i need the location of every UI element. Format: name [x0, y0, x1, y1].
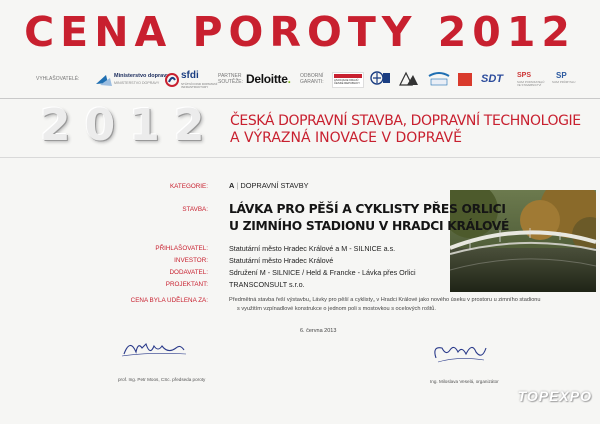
- organizers-label: VYHLAŠOVATELÉ:: [36, 76, 80, 82]
- asociace-logo-text: ASOCIACE KRAJŮ ČESKÉ REPUBLIKY: [334, 78, 360, 85]
- logo-row: [0, 70, 600, 92]
- logo-divider: [0, 98, 600, 99]
- kategorie-value: [229, 181, 309, 190]
- sfdi-sublabel: STÁTNÍ FOND DOPRAVNÍ INFRASTRUKTURY: [181, 82, 218, 90]
- kategorie-letter: A: [229, 181, 235, 190]
- sfdi-emblem-icon: [165, 72, 179, 88]
- kategorie-separator: |: [236, 181, 239, 190]
- right-signature-icon: [428, 336, 498, 368]
- category-line-2: A VÝRAZNÁ INOVACE V DOPRAVĚ: [230, 130, 462, 146]
- sp-sublabel: SVAZ PRŮMYSLU: [552, 80, 576, 84]
- investor-label: INVESTOR:: [174, 257, 208, 264]
- asociace-logo: [332, 72, 364, 88]
- stavba-name: [229, 201, 529, 235]
- topexpo-watermark: TOPEXPO: [517, 388, 592, 404]
- category-line-1: ČESKÁ DOPRAVNÍ STAVBA, DOPRAVNÍ TECHNOLOGIE: [230, 113, 581, 129]
- award-reason-line-1: Předmětná stavba řeší výstavbu„ Lávky pro pěší a cyklisty„ v Hradci Králové jako nového úseku v prostoru u zimního stadionu: [229, 297, 541, 303]
- partner-label: PARTNER SOUTĚŽE:: [218, 73, 244, 85]
- heading-divider: [0, 157, 600, 158]
- projektant-value: TRANSCONSULT s.r.o.: [229, 280, 305, 289]
- year-graphic: 2012: [40, 100, 219, 151]
- guarantors-label: ODBORNÍ GARANTI:: [300, 73, 324, 85]
- ckait-logo-icon: [398, 71, 420, 88]
- dodavatel-value: Sdružení M - SILNICE / Held & Francke - Lávka přes Orlici: [229, 268, 416, 277]
- cdv-logo-icon: [370, 70, 392, 88]
- sfdi-logo: sfdi: [181, 70, 199, 81]
- prihlasovatel-label: PŘIHLAŠOVATEL:: [155, 245, 208, 252]
- kategorie-text: DOPRAVNÍ STAVBY: [240, 181, 309, 190]
- left-signature-caption: prof. Ing. Petr Moos, CSc. předseda poroty: [118, 377, 206, 382]
- projektant-label: PROJEKTANT:: [165, 281, 208, 288]
- stavba-line-1: LÁVKA PRO PĚŠÍ A CYKLISTY PŘES ORLICI: [229, 202, 506, 216]
- cena-label: CENA BYLA UDĚLENA ZA:: [130, 297, 208, 304]
- sdt-logo: SDT: [481, 73, 503, 85]
- ministry-logo-label: Ministerstvo dopravy: [114, 73, 170, 79]
- award-reason: [229, 296, 589, 314]
- award-date: 6. června 2013: [300, 328, 337, 334]
- award-reason-line-2: s využitím vzpínadlové konstrukce o jednom poli s mostovkou s ocelových roštů.: [237, 306, 436, 312]
- czao-logo-icon: [428, 71, 450, 88]
- kategorie-label: KATEGORIE:: [169, 183, 208, 190]
- dodavatel-label: DODAVATEL:: [169, 269, 208, 276]
- award-title: CENA POROTY 2012: [24, 8, 576, 56]
- investor-value: Statutární město Hradec Králové: [229, 256, 334, 265]
- right-signature-caption: Ing. Miloslava Veselá, organizátor: [430, 379, 499, 384]
- red-square-logo-icon: [458, 73, 472, 86]
- prihlasovatel-value: Statutární město Hradec Králové a M - SILNICE a.s.: [229, 244, 396, 253]
- award-category-heading: [230, 113, 600, 147]
- left-signature-icon: [120, 334, 190, 362]
- sps-logo: SPS: [517, 72, 532, 79]
- stavba-line-2: U ZIMNÍHO STADIONU V HRADCI KRÁLOVÉ: [229, 219, 510, 233]
- ministry-logo-sublabel: MINISTERSTVO DOPRAVY: [114, 81, 160, 85]
- sps-sublabel: SVAZ PODNIKATELŮ VE STAVEBNICTVÍ: [517, 80, 545, 87]
- deloitte-logo: [246, 72, 291, 86]
- deloitte-dot-icon: .: [287, 72, 291, 86]
- deloitte-logo-text: Deloitte: [246, 72, 288, 86]
- sp-logo: SP: [556, 71, 567, 80]
- stavba-label: STAVBA:: [182, 206, 208, 213]
